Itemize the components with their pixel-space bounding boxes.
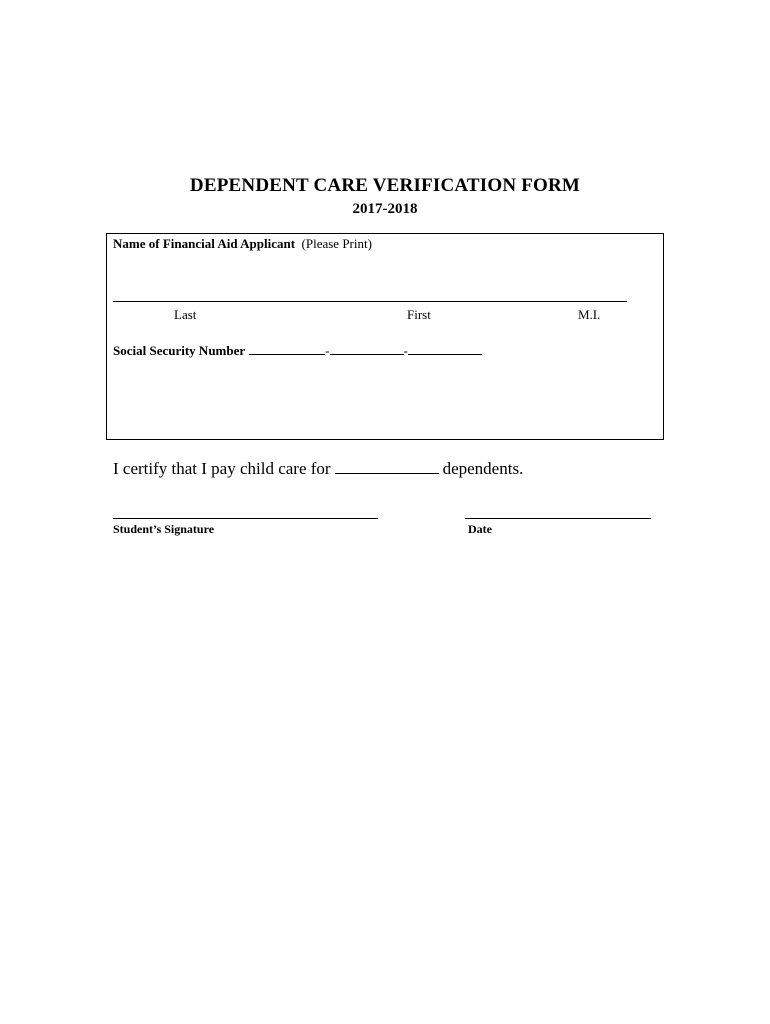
student-signature-label: Student’s Signature <box>113 522 215 536</box>
applicant-name-label-text: Name of Financial Aid Applicant <box>113 236 296 251</box>
ssn-field-part-1[interactable] <box>249 343 325 355</box>
ssn-field-part-3[interactable] <box>408 343 482 355</box>
certify-prefix: I certify that I pay child care for <box>113 459 331 478</box>
ssn-label: Social Security Number <box>113 343 246 358</box>
first-name-label: First <box>407 307 431 322</box>
ssn-separator-2: - <box>403 343 408 358</box>
date-label: Date <box>468 522 492 536</box>
please-print-note: (Please Print) <box>301 236 372 251</box>
certify-suffix: dependents. <box>442 459 524 478</box>
applicant-info-box <box>106 233 664 440</box>
date-field[interactable] <box>465 518 651 519</box>
student-signature-field[interactable] <box>113 518 378 519</box>
last-name-label: Last <box>174 307 197 322</box>
applicant-name-field[interactable] <box>113 301 627 302</box>
ssn-field-part-2[interactable] <box>330 343 404 355</box>
dependents-count-field[interactable] <box>335 459 439 474</box>
middle-initial-label: M.I. <box>578 307 601 322</box>
applicant-name-label <box>113 236 372 252</box>
certify-statement <box>113 459 523 479</box>
form-year: 2017-2018 <box>352 201 418 217</box>
form-title: DEPENDENT CARE VERIFICATION FORM <box>189 175 581 196</box>
ssn-row <box>113 343 482 359</box>
ssn-separator-1: - <box>325 343 330 358</box>
